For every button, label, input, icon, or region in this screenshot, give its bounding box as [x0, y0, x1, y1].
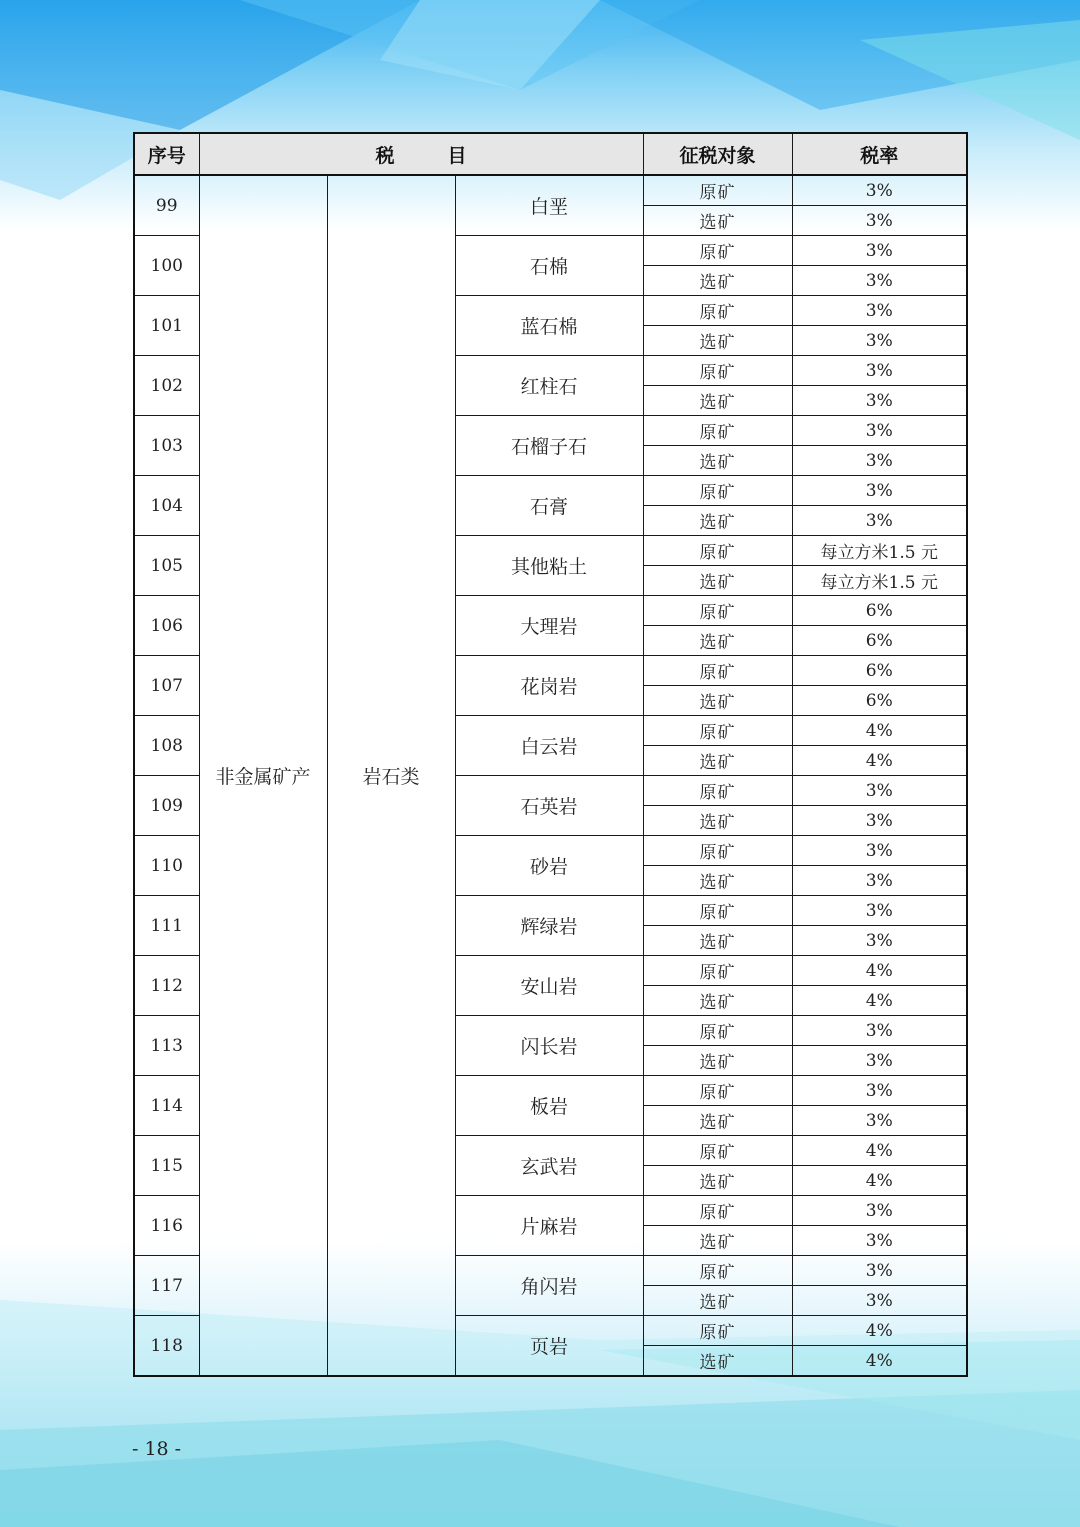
tax-object-processed: 选矿 — [643, 1286, 792, 1316]
tax-object-processed: 选矿 — [643, 1226, 792, 1256]
tax-rate-raw: 4% — [792, 1316, 967, 1346]
tax-object-raw: 原矿 — [643, 1256, 792, 1286]
tax-rate-raw: 4% — [792, 716, 967, 746]
mineral-name: 白垩 — [455, 175, 643, 236]
mineral-name: 片麻岩 — [455, 1196, 643, 1256]
category-cell: 非金属矿产 — [199, 175, 327, 1376]
mineral-name: 石膏 — [455, 476, 643, 536]
header-rate: 税率 — [792, 133, 967, 175]
tax-object-processed: 选矿 — [643, 206, 792, 236]
mineral-name: 其他粘土 — [455, 536, 643, 596]
tax-object-raw: 原矿 — [643, 1076, 792, 1106]
mineral-name: 石英岩 — [455, 776, 643, 836]
subcategory-cell: 岩石类 — [327, 175, 455, 1376]
tax-object-raw: 原矿 — [643, 236, 792, 266]
tax-rate-raw: 每立方米1.5 元 — [792, 536, 967, 566]
tax-object-processed: 选矿 — [643, 866, 792, 896]
tax-rate-processed: 4% — [792, 1166, 967, 1196]
mineral-name: 砂岩 — [455, 836, 643, 896]
mineral-name: 角闪岩 — [455, 1256, 643, 1316]
mineral-name: 玄武岩 — [455, 1136, 643, 1196]
tax-object-raw: 原矿 — [643, 175, 792, 206]
row-seq-number: 118 — [134, 1316, 199, 1377]
mineral-name: 蓝石棉 — [455, 296, 643, 356]
tax-rate-raw: 3% — [792, 1256, 967, 1286]
mineral-name: 页岩 — [455, 1316, 643, 1377]
tax-object-processed: 选矿 — [643, 986, 792, 1016]
tax-rate-raw: 3% — [792, 1196, 967, 1226]
tax-rate-raw: 3% — [792, 1076, 967, 1106]
mineral-name: 辉绿岩 — [455, 896, 643, 956]
tax-object-processed: 选矿 — [643, 266, 792, 296]
table-row — [134, 175, 967, 206]
tax-object-raw: 原矿 — [643, 956, 792, 986]
header-seq: 序号 — [134, 133, 199, 175]
tax-rate-processed: 3% — [792, 206, 967, 236]
tax-object-raw: 原矿 — [643, 836, 792, 866]
tax-rate-raw: 3% — [792, 416, 967, 446]
row-seq-number: 114 — [134, 1076, 199, 1136]
row-seq-number: 105 — [134, 536, 199, 596]
tax-rate-raw: 3% — [792, 476, 967, 506]
tax-rate-processed: 3% — [792, 446, 967, 476]
row-seq-number: 102 — [134, 356, 199, 416]
tax-rate-raw: 3% — [792, 776, 967, 806]
row-seq-number: 113 — [134, 1016, 199, 1076]
mineral-name: 白云岩 — [455, 716, 643, 776]
mineral-name: 板岩 — [455, 1076, 643, 1136]
header-item: 税 目 — [199, 133, 643, 175]
tax-rate-raw: 4% — [792, 956, 967, 986]
tax-object-processed: 选矿 — [643, 506, 792, 536]
tax-object-processed: 选矿 — [643, 1166, 792, 1196]
tax-rate-processed: 3% — [792, 1106, 967, 1136]
mineral-name: 安山岩 — [455, 956, 643, 1016]
tax-object-processed: 选矿 — [643, 566, 792, 596]
tax-object-processed: 选矿 — [643, 806, 792, 836]
tax-rate-processed: 3% — [792, 1286, 967, 1316]
tax-object-raw: 原矿 — [643, 296, 792, 326]
tax-rate-table — [133, 132, 968, 1377]
tax-rate-raw: 3% — [792, 896, 967, 926]
tax-rate-raw: 4% — [792, 1136, 967, 1166]
tax-rate-processed: 3% — [792, 806, 967, 836]
tax-object-raw: 原矿 — [643, 1016, 792, 1046]
tax-object-raw: 原矿 — [643, 416, 792, 446]
tax-object-raw: 原矿 — [643, 896, 792, 926]
mineral-name: 花岗岩 — [455, 656, 643, 716]
tax-object-raw: 原矿 — [643, 776, 792, 806]
tax-object-processed: 选矿 — [643, 1106, 792, 1136]
tax-rate-processed: 3% — [792, 326, 967, 356]
tax-rate-processed: 每立方米1.5 元 — [792, 566, 967, 596]
tax-rate-raw: 3% — [792, 356, 967, 386]
tax-rate-raw: 3% — [792, 296, 967, 326]
tax-rate-raw: 3% — [792, 836, 967, 866]
tax-rate-processed: 6% — [792, 626, 967, 656]
row-seq-number: 106 — [134, 596, 199, 656]
row-seq-number: 115 — [134, 1136, 199, 1196]
tax-object-raw: 原矿 — [643, 716, 792, 746]
tax-object-raw: 原矿 — [643, 536, 792, 566]
tax-rate-processed: 4% — [792, 746, 967, 776]
tax-object-processed: 选矿 — [643, 446, 792, 476]
tax-rate-raw: 3% — [792, 236, 967, 266]
mineral-name: 石榴子石 — [455, 416, 643, 476]
row-seq-number: 103 — [134, 416, 199, 476]
tax-object-processed: 选矿 — [643, 626, 792, 656]
tax-object-raw: 原矿 — [643, 1316, 792, 1346]
tax-object-processed: 选矿 — [643, 386, 792, 416]
table-header-row — [134, 133, 967, 175]
tax-rate-processed: 3% — [792, 1046, 967, 1076]
row-seq-number: 99 — [134, 175, 199, 236]
row-seq-number: 101 — [134, 296, 199, 356]
row-seq-number: 116 — [134, 1196, 199, 1256]
row-seq-number: 108 — [134, 716, 199, 776]
header-object: 征税对象 — [643, 133, 792, 175]
row-seq-number: 110 — [134, 836, 199, 896]
row-seq-number: 112 — [134, 956, 199, 1016]
row-seq-number: 111 — [134, 896, 199, 956]
tax-rate-processed: 3% — [792, 866, 967, 896]
row-seq-number: 104 — [134, 476, 199, 536]
tax-rate-raw: 3% — [792, 175, 967, 206]
tax-object-raw: 原矿 — [643, 356, 792, 386]
tax-object-processed: 选矿 — [643, 1346, 792, 1377]
row-seq-number: 100 — [134, 236, 199, 296]
tax-rate-raw: 3% — [792, 1016, 967, 1046]
tax-object-raw: 原矿 — [643, 596, 792, 626]
tax-object-processed: 选矿 — [643, 746, 792, 776]
tax-rate-processed: 3% — [792, 506, 967, 536]
tax-rate-processed: 4% — [792, 986, 967, 1016]
tax-object-raw: 原矿 — [643, 656, 792, 686]
tax-rate-processed: 3% — [792, 1226, 967, 1256]
tax-object-processed: 选矿 — [643, 1046, 792, 1076]
tax-rate-processed: 4% — [792, 1346, 967, 1377]
tax-rate-raw: 6% — [792, 656, 967, 686]
row-seq-number: 107 — [134, 656, 199, 716]
mineral-name: 大理岩 — [455, 596, 643, 656]
row-seq-number: 117 — [134, 1256, 199, 1316]
row-seq-number: 109 — [134, 776, 199, 836]
tax-object-raw: 原矿 — [643, 476, 792, 506]
mineral-name: 红柱石 — [455, 356, 643, 416]
tax-object-processed: 选矿 — [643, 926, 792, 956]
tax-rate-raw: 6% — [792, 596, 967, 626]
mineral-name: 闪长岩 — [455, 1016, 643, 1076]
tax-object-processed: 选矿 — [643, 686, 792, 716]
tax-rate-processed: 3% — [792, 266, 967, 296]
tax-object-raw: 原矿 — [643, 1136, 792, 1166]
page-number: - 18 - — [132, 1438, 182, 1460]
tax-rate-processed: 3% — [792, 926, 967, 956]
tax-rate-processed: 6% — [792, 686, 967, 716]
mineral-name: 石棉 — [455, 236, 643, 296]
tax-rate-processed: 3% — [792, 386, 967, 416]
tax-object-raw: 原矿 — [643, 1196, 792, 1226]
tax-object-processed: 选矿 — [643, 326, 792, 356]
